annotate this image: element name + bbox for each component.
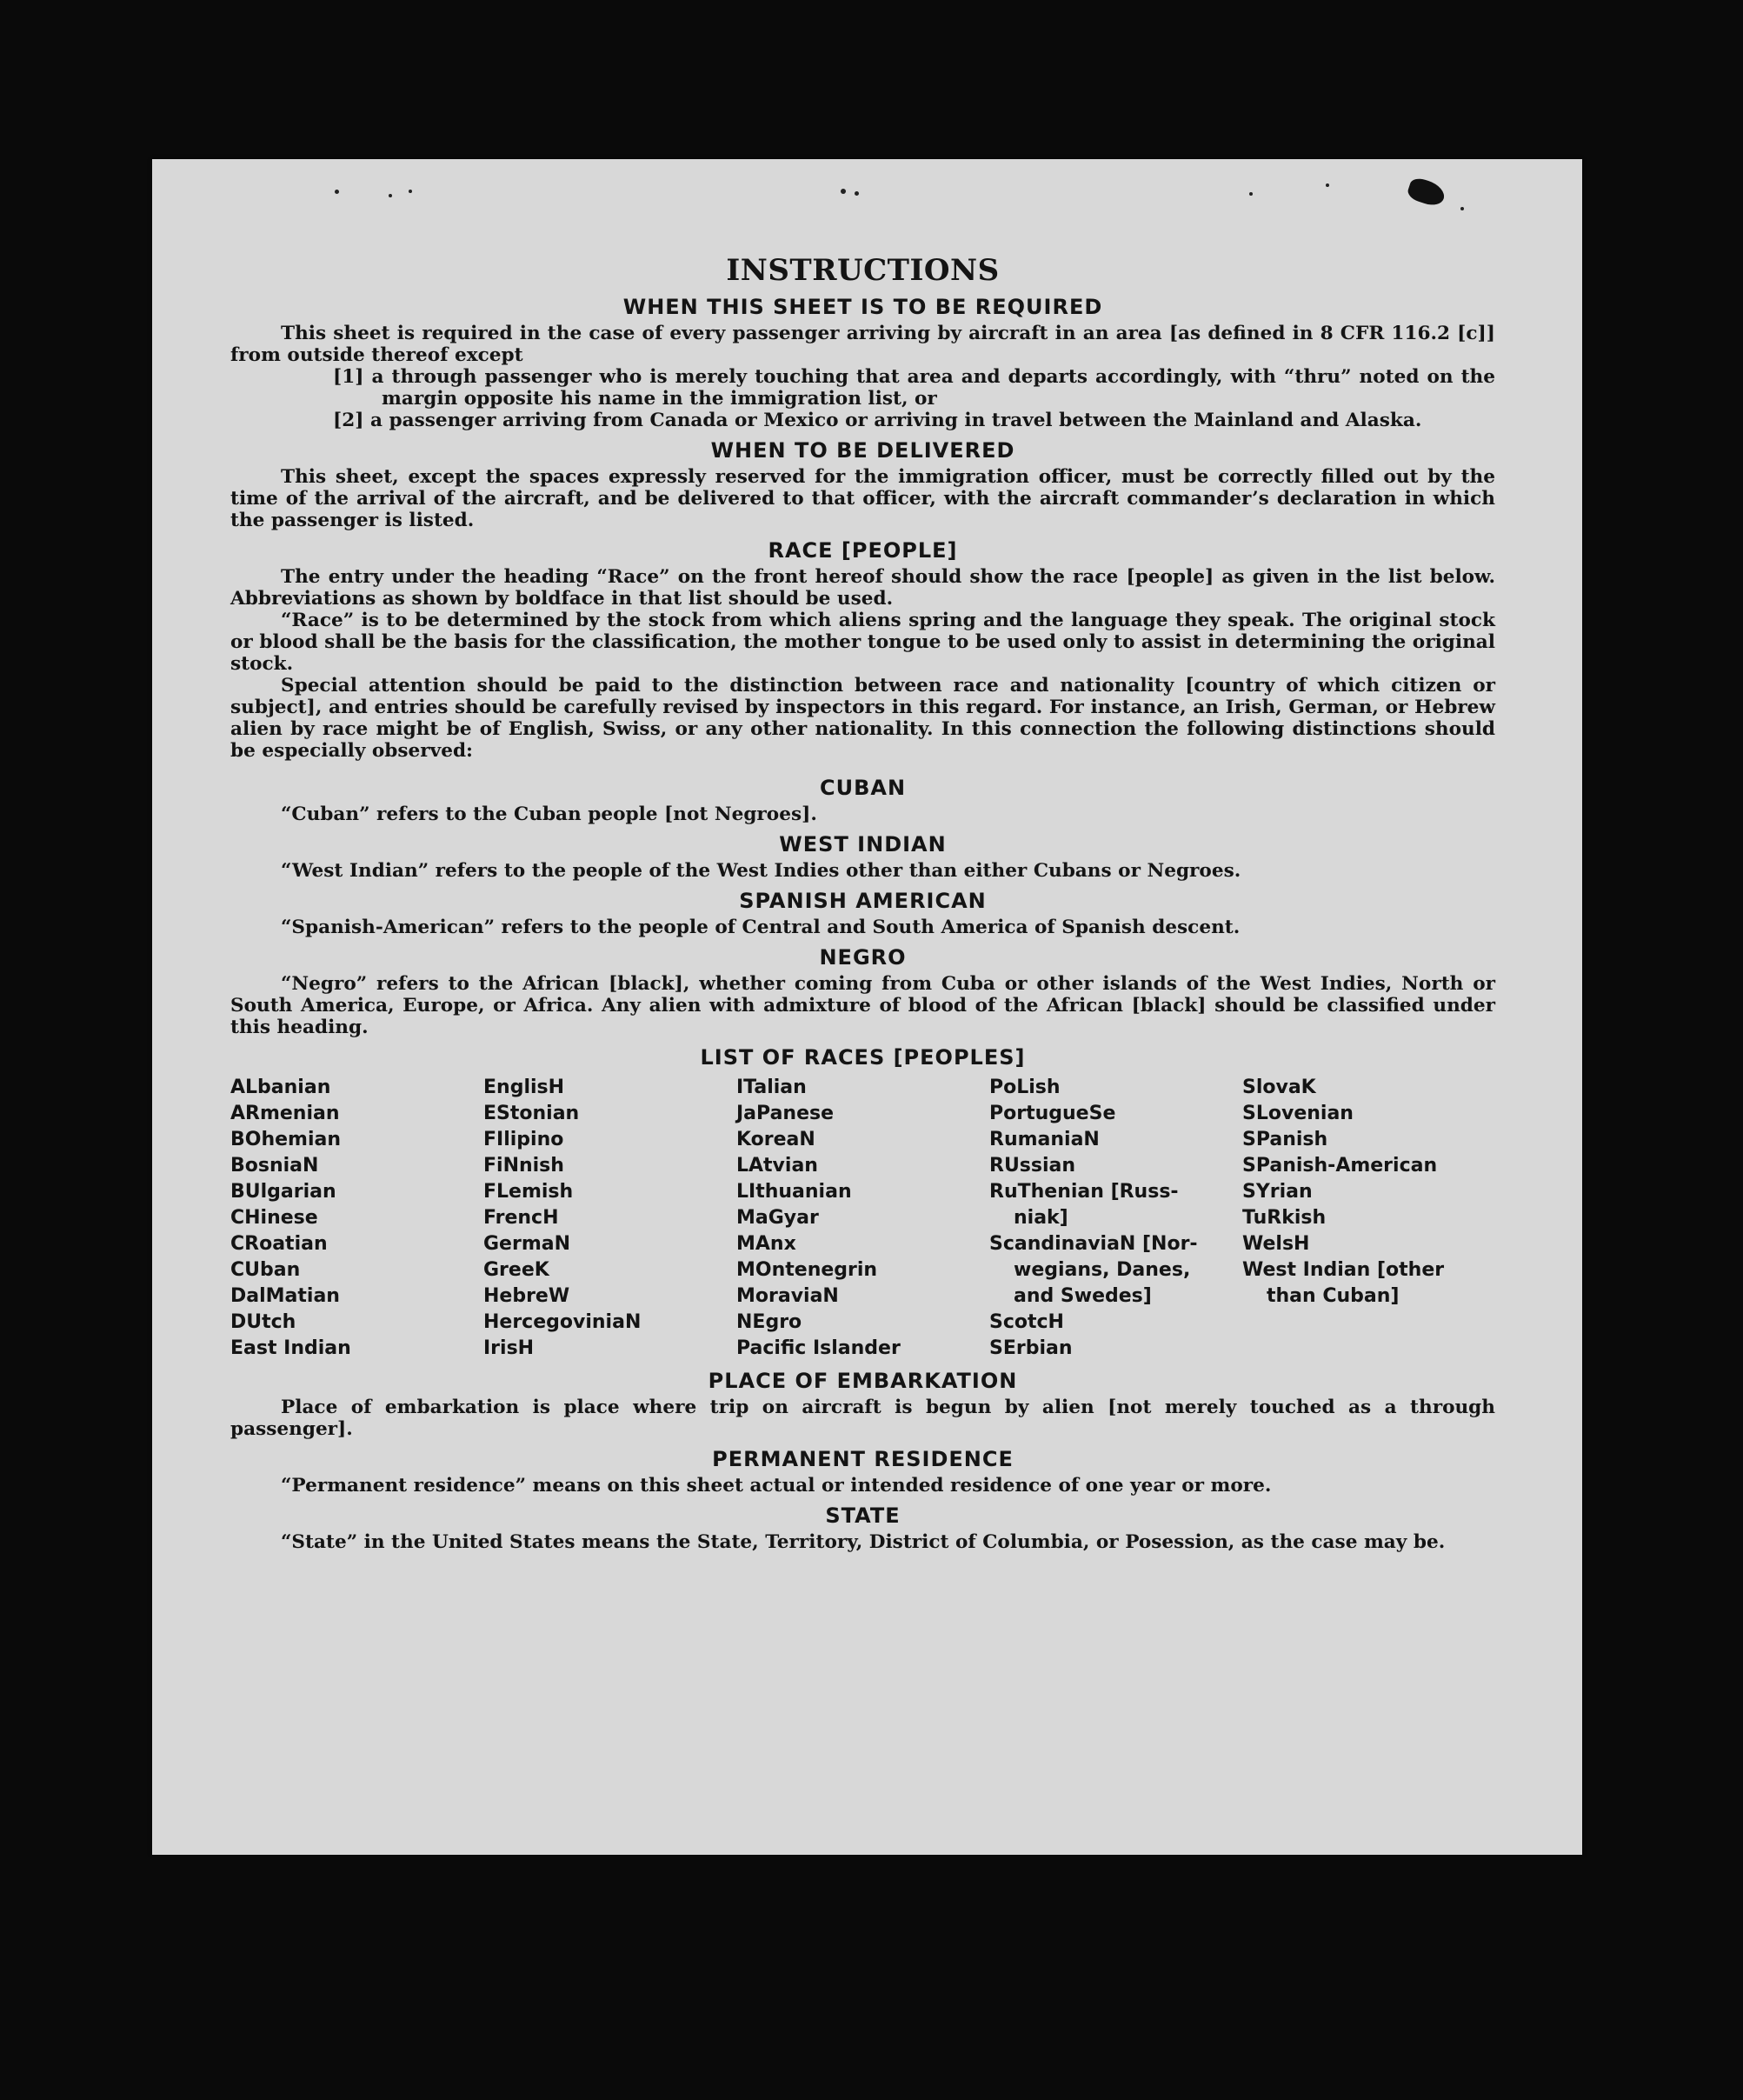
section-heading-required: WHEN THIS SHEET IS TO BE REQUIRED [622, 295, 1103, 319]
race-paragraph-3: Special attention should be paid to the distinction between race and nationality [country of which citizen or subject], and entries should be carefully revised by inspectors in this regard. For instance, an Irish, German, or Hebrew alien by race might be of English, Swiss, or any other nationality. In this connection the following distinctions should be especially observed: [230, 675, 1495, 762]
dust-speck [409, 190, 412, 193]
race-entry: FrencH [483, 1207, 559, 1229]
race-entry: WelsH [1242, 1233, 1310, 1255]
race-entry: HercegoviniaN [483, 1311, 642, 1333]
race-entry: CHinese [230, 1207, 318, 1229]
race-entry-continuation: and Swedes] [1014, 1285, 1152, 1307]
race-entry: PoLish [989, 1077, 1061, 1098]
race-entry: SLovenian [1242, 1103, 1354, 1124]
race-entry: GermaN [483, 1233, 571, 1255]
instructions-content [230, 253, 1495, 1553]
race-entry: SPanish [1242, 1129, 1328, 1150]
document-sheet [152, 159, 1582, 1855]
section-heading-spanish-american: SPANISH AMERICAN [739, 889, 987, 913]
race-entry: BUlgarian [230, 1181, 336, 1203]
race-entry: FiNnish [483, 1155, 564, 1177]
cuban-text: “Cuban” refers to the Cuban people [not Negroes]. [281, 803, 817, 825]
race-entry: JaPanese [736, 1103, 835, 1124]
race-entry: SErbian [989, 1337, 1073, 1359]
residence-text: “Permanent residence” means on this sheet actual or intended residence of one year or more. [281, 1475, 1272, 1497]
race-entry: East Indian [230, 1337, 351, 1359]
section-heading-residence: PERMANENT RESIDENCE [712, 1447, 1014, 1471]
race-entry: GreeK [483, 1259, 549, 1281]
race-entry: DUtch [230, 1311, 296, 1333]
page-title: INSTRUCTIONS [726, 253, 1000, 288]
section-heading-embarkation: PLACE OF EMBARKATION [708, 1369, 1018, 1393]
race-entry: RumaniaN [989, 1129, 1100, 1150]
section-heading-delivered: WHEN TO BE DELIVERED [710, 438, 1015, 463]
race-entry: ScotcH [989, 1311, 1064, 1333]
dust-speck [855, 191, 859, 196]
race-entry-continuation: niak] [1014, 1207, 1068, 1229]
section-heading-cuban: CUBAN [819, 776, 907, 800]
race-entry: SPanish-American [1242, 1155, 1438, 1177]
section-heading-list-of-races: LIST OF RACES [PEOPLES] [700, 1045, 1026, 1070]
race-entry: EStonian [483, 1103, 580, 1124]
races-list [230, 1075, 1495, 1362]
race-paragraph-2: “Race” is to be determined by the stock from which aliens spring and the language they speak. The original stock or blood shall be the basis for the classification, the mother tongue to be used only to assist in determining the original stock. [230, 610, 1495, 675]
race-entry: MaGyar [736, 1207, 819, 1229]
race-entry: Pacific Islander [736, 1337, 901, 1359]
races-column-4 [989, 1075, 1242, 1362]
section-heading-state: STATE [825, 1503, 901, 1528]
section-heading-west-indian: WEST INDIAN [779, 832, 947, 857]
race-entry: RUssian [989, 1155, 1076, 1177]
race-entry: EnglisH [483, 1077, 565, 1098]
race-entry: BOhemian [230, 1129, 342, 1150]
race-entry: HebreW [483, 1285, 570, 1307]
race-entry: KoreaN [736, 1129, 815, 1150]
race-entry: DalMatian [230, 1285, 340, 1307]
dust-speck [389, 194, 392, 197]
race-entry: IrisH [483, 1337, 535, 1359]
races-column-1 [230, 1075, 483, 1362]
required-exception-2: [2] a passenger arriving from Canada or Mexico or arriving in travel between the Mainland and Alaska. [333, 410, 1422, 431]
race-entry: FLemish [483, 1181, 574, 1203]
dust-speck [1249, 192, 1253, 196]
delivered-text: This sheet, except the spaces expressly reserved for the immigration officer, must be correctly filled out by the time of the arrival of the aircraft, and be delivered to that officer, with the aircraft commander’s declaration in which the passenger is listed. [230, 466, 1495, 531]
race-entry-continuation: than Cuban] [1267, 1285, 1400, 1307]
race-entry: West Indian [other [1242, 1259, 1445, 1281]
races-column-5 [1242, 1075, 1495, 1362]
races-column-3 [736, 1075, 989, 1362]
race-entry: NEgro [736, 1311, 802, 1333]
embarkation-text: Place of embarkation is place where trip on aircraft is begun by alien [not merely touched as a through passenger]. [230, 1397, 1495, 1440]
spanish-american-text: “Spanish-American” refers to the people of Central and South America of Spanish descent. [281, 917, 1241, 938]
dust-speck [1460, 207, 1464, 210]
race-entry: CRoatian [230, 1233, 328, 1255]
race-entry: MOntenegrin [736, 1259, 878, 1281]
race-entry-continuation: wegians, Danes, [1014, 1259, 1191, 1281]
race-entry: ALbanian [230, 1077, 331, 1098]
races-column-2 [483, 1075, 736, 1362]
race-entry: PortugueSe [989, 1103, 1116, 1124]
race-entry: MAnx [736, 1233, 796, 1255]
race-entry: SlovaK [1242, 1077, 1316, 1098]
required-exception-1: [1] a through passenger who is merely touching that area and departs accordingly, with “thru” noted on the margin opposite his name in the immigration list, or [333, 366, 1495, 410]
dust-speck [1326, 183, 1329, 187]
dust-speck [335, 190, 339, 194]
race-entry: ITalian [736, 1077, 807, 1098]
ink-blot [1406, 176, 1447, 209]
race-entry: CUban [230, 1259, 301, 1281]
race-entry: LAtvian [736, 1155, 818, 1177]
race-entry: MoraviaN [736, 1285, 839, 1307]
race-entry: BosniaN [230, 1155, 319, 1177]
race-entry: ARmenian [230, 1103, 340, 1124]
section-heading-negro: NEGRO [819, 945, 907, 970]
race-entry: RuThenian [Russ- [989, 1181, 1179, 1203]
race-paragraph-1: The entry under the heading “Race” on the front hereof should show the race [people] as given in the list below. Abbreviations as shown by boldface in that list should be used. [230, 566, 1495, 610]
race-entry: FIlipino [483, 1129, 564, 1150]
section-heading-race: RACE [PEOPLE] [768, 538, 958, 563]
race-entry: TuRkish [1242, 1207, 1327, 1229]
race-entry: SYrian [1242, 1181, 1313, 1203]
race-entry: LIthuanian [736, 1181, 852, 1203]
race-entry: ScandinaviaN [Nor- [989, 1233, 1198, 1255]
required-intro: This sheet is required in the case of every passenger arriving by aircraft in an area [as defined in 8 CFR 116.2 [c]] from outside thereof except [230, 323, 1495, 366]
state-text: “State” in the United States means the State, Territory, District of Columbia, or Posession, as the case may be. [281, 1531, 1446, 1553]
west-indian-text: “West Indian” refers to the people of the West Indies other than either Cubans or Negroes. [281, 860, 1241, 882]
dust-speck [841, 189, 846, 194]
negro-text: “Negro” refers to the African [black], whether coming from Cuba or other islands of the West Indies, North or South America, Europe, or Africa. Any alien with admixture of blood of the African [black] should be classified under this heading. [230, 973, 1495, 1038]
